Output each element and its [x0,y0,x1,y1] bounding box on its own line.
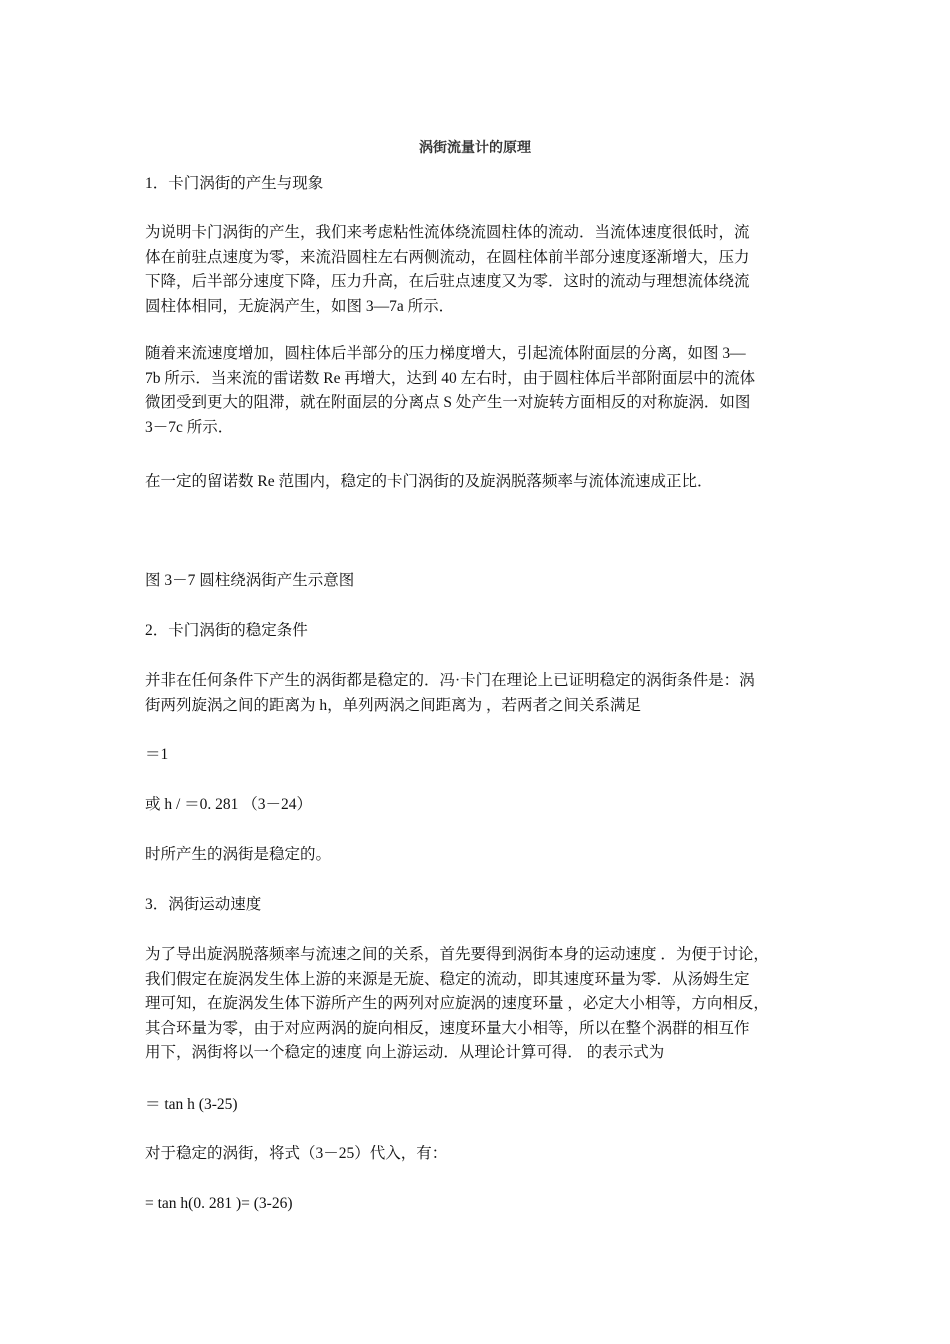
equation-3-25 [145,1093,810,1118]
text-line: 为说明卡门涡街的产生，我们来考虑粘性流体绕流圆柱体的流动．当流体速度很低时，流 [145,224,750,241]
equation-3-24 [145,793,810,818]
equation-3-26 [145,1192,810,1217]
section-2-heading [145,619,810,644]
figure-caption [145,569,810,594]
text-line: 下降，后半部分速度下降，压力升高，在后驻点速度又为零．这时的流动与理想流体绕流 [145,273,750,291]
equation-text: ＝ tan h (3-25) [145,1096,238,1113]
section-2-paragraph-1 [145,669,810,718]
heading-text: 1．卡门涡街的产生与现象 [145,175,324,192]
text-line: 在一定的留诺数 Re 范围内，稳定的卡门涡街的及旋涡脱落频率与流体流速成正比． [145,473,713,490]
equation-text: 或 h / ＝0. 281 （3－24） [145,796,313,813]
text-line: 我们假定在旋涡发生体上游的来源是无旋、稳定的流动，即其速度环量为零．从汤姆生定 [145,970,750,988]
heading-text: 3．涡街运动速度 [145,896,262,913]
text-line: 为了导出旋涡脱落频率与流速之间的关系，首先要得到涡街本身的运动速度 ．为便于讨论， [145,946,769,963]
section-1-paragraph-1 [145,221,810,319]
caption-text: 图 3－7 圆柱绕涡街产生示意图 [145,572,355,589]
text-line: 圆柱体相同，无旋涡产生，如图 3—7a 所示． [145,297,455,315]
text-line: 3－7c 所示． [145,418,234,436]
text-line: 街两列旋涡之间的距离为 h，单列两涡之间距离为 ，若两者之间关系满足 [145,696,642,714]
equation-text: ＝1 [145,746,169,763]
text-line: 其合环量为零，由于对应两涡的旋向相反，速度环量大小相等，所以在整个涡群的相互作 [145,1019,750,1037]
heading-text: 2．卡门涡街的稳定条件 [145,622,308,639]
text-line: 微团受到更大的阻滞，就在附面层的分离点 S 处产生一对旋转方面相反的对称旋涡．如图 [145,394,751,412]
equation-1 [145,743,810,768]
text-line: 对于稳定的涡街，将式（3－25）代入，有： [145,1145,448,1162]
section-3-paragraph-1 [145,943,810,1066]
text-line: 并非在任何条件下产生的涡街都是稳定的．冯·卡门在理论上已证明稳定的涡街条件是：涡 [145,672,755,689]
text-line: 体在前驻点速度为零，来流沿圆柱左右两侧流动，在圆柱体前半部分速度逐渐增大，压力 [145,248,750,266]
text-line: 时所产生的涡街是稳定的。 [145,846,332,863]
text-line: 7b 所示．当来流的雷诺数 Re 再增大，达到 40 左右时，由于圆柱体后半部附面层中的流体 [145,369,756,387]
document-title: 涡街流量计的原理 [419,140,531,156]
text-line: 随着来流速度增加，圆柱体后半部分的压力梯度增大，引起流体附面层的分离，如图 3— [145,345,746,362]
section-2-paragraph-2 [145,843,810,868]
section-3-paragraph-2 [145,1142,810,1167]
equation-text: = tan h(0. 281 )= (3-26) [145,1195,293,1212]
section-3-heading [145,893,810,918]
section-1-paragraph-2 [145,342,810,440]
text-line: 理可知，在旋涡发生体下游所产生的两列对应旋涡的速度环量 ，必定大小相等，方向相反， [145,995,769,1013]
section-1-heading [145,172,810,197]
text-line: 用下，涡街将以一个稳定的速度 向上游运动．从理论计算可得． 的表示式为 [145,1044,665,1062]
section-1-paragraph-3 [145,470,810,495]
